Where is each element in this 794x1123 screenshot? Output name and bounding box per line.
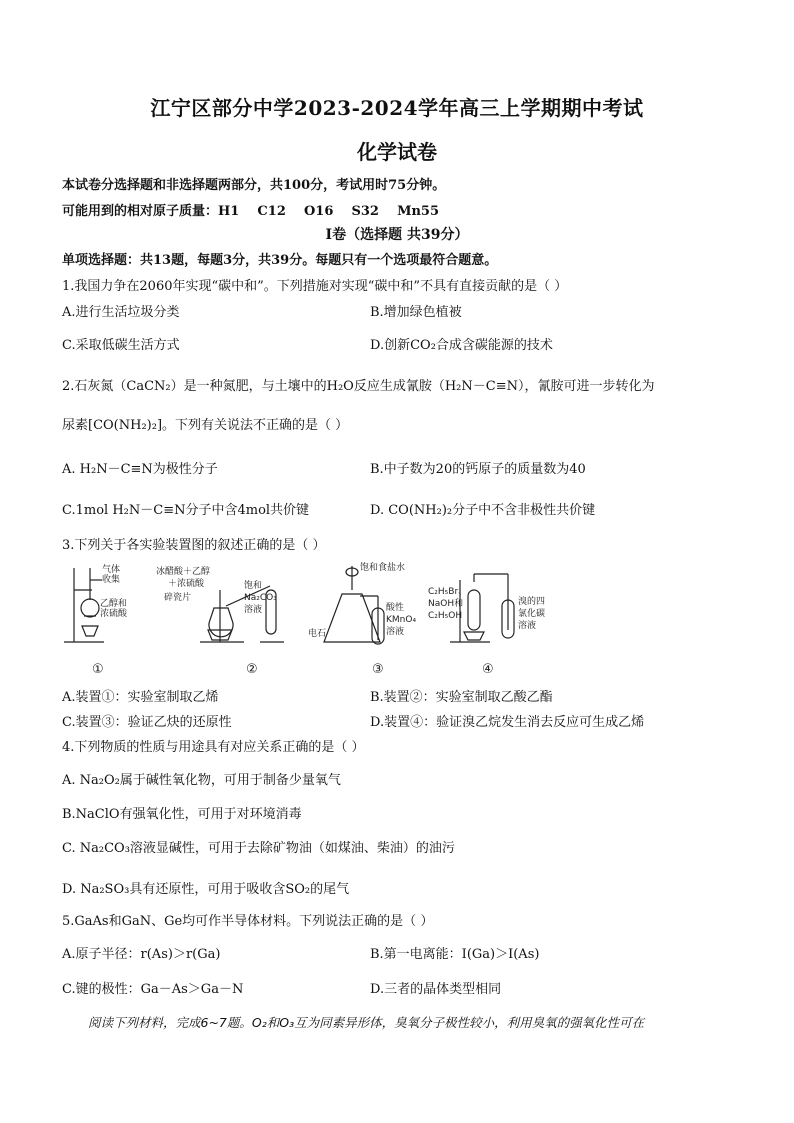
apparatus-3 bbox=[324, 566, 384, 644]
ap4-reagent-label-2: NaOH和 bbox=[428, 599, 464, 609]
q4-option-c: C. Na₂CO₃溶液显碱性，可用于去除矿物油（如煤油、柴油）的油污 bbox=[62, 841, 455, 856]
ap2-saturated-label-2: Na₂CO₃ bbox=[244, 593, 277, 603]
q4-stem: 4.下列物质的性质与用途具有对应关系正确的是（ ） bbox=[62, 740, 365, 755]
q5-option-c: C.键的极性：Ga－As＞Ga－N bbox=[62, 982, 244, 997]
q2-option-a: A. H₂N－C≡N为极性分子 bbox=[62, 462, 218, 477]
ap4-reagent-label-1: C₂H₅Br、 bbox=[428, 587, 468, 597]
ap3-carbide-label: 电石 bbox=[308, 629, 327, 639]
q2-option-d: D. CO(NH₂)₂分子中不含非极性共价键 bbox=[370, 503, 596, 518]
fig-label-1: ① bbox=[92, 662, 104, 677]
exam-subtitle: 化学试卷 bbox=[357, 140, 437, 164]
ap2-saturated-label-3: 溶液 bbox=[244, 605, 263, 615]
q2-stem-line1: 2.石灰氮（CaCN₂）是一种氮肥，与土壤中的H₂O反应生成氰胺（H₂N－C≡N），氰胺可进一步转化为 bbox=[62, 379, 655, 394]
reading-material: 阅读下列材料，完成6~7题。O₂和O₃互为同素异形体，臭氧分子极性较小，利用臭氧的强氧化性可在 bbox=[88, 1015, 645, 1030]
q4-option-a: A. Na₂O₂属于碱性氧化物，可用于制备少量氧气 bbox=[62, 773, 341, 788]
ap4-solution-label-1: 溴的四 bbox=[518, 597, 546, 607]
q1-option-d: D.创新CO₂合成含碳能源的技术 bbox=[370, 338, 553, 353]
q3-apparatus-figure bbox=[60, 560, 740, 680]
ap3-solution-label: 溶液 bbox=[386, 627, 405, 637]
q2-option-c: C.1mol H₂N－C≡N分子中含4mol共价键 bbox=[62, 503, 310, 518]
ap3-brine-label: 饱和食盐水 bbox=[360, 563, 406, 573]
ap2-reagent-line-2: ＋浓硫酸 bbox=[168, 579, 205, 589]
q5-stem: 5.GaAs和GaN、Ge均可作半导体材料。下列说法正确的是（ ） bbox=[62, 914, 434, 929]
fig-label-3: ③ bbox=[372, 662, 384, 677]
exam-intro: 本试卷分选择题和非选择题两部分，共100分，考试用时75分钟。 bbox=[62, 178, 446, 193]
section-instruction: 单项选择题：共13题，每题3分，共39分。每题只有一个选项最符合题意。 bbox=[62, 253, 498, 268]
q3-option-a: A.装置①：实验室制取乙烯 bbox=[62, 690, 219, 705]
q3-option-c: C.装置③：验证乙炔的还原性 bbox=[62, 715, 232, 730]
q5-option-d: D.三者的晶体类型相同 bbox=[370, 982, 502, 997]
q4-option-b: B.NaClO有强氧化性，可用于对环境消毒 bbox=[62, 807, 302, 822]
q3-stem: 3.下列关于各实验装置图的叙述正确的是（ ） bbox=[62, 538, 326, 553]
q5-option-b: B.第一电离能：I(Ga)＞I(As) bbox=[370, 947, 540, 962]
q2-option-b: B.中子数为20的钙原子的质量数为40 bbox=[370, 462, 586, 477]
ap3-kmno4-label: KMnO₄ bbox=[386, 615, 417, 625]
q1-option-c: C.采取低碳生活方式 bbox=[62, 338, 180, 353]
q5-option-a: A.原子半径：r(As)＞r(Ga) bbox=[62, 947, 221, 962]
ap1-collect-label: 收集 bbox=[102, 575, 121, 585]
ap2-saturated-label-1: 饱和 bbox=[244, 581, 263, 591]
apparatus-1 bbox=[64, 568, 104, 642]
q1-option-a: A.进行生活垃圾分类 bbox=[62, 305, 180, 320]
atomic-masses: 可能用到的相对原子质量：H1 C12 O16 S32 Mn55 bbox=[62, 204, 440, 219]
fig-label-4: ④ bbox=[482, 662, 494, 677]
q1-option-b: B.增加绿色植被 bbox=[370, 305, 462, 320]
ap1-reagent-label-2: 浓硫酸 bbox=[100, 609, 128, 619]
ap3-acid-label: 酸性 bbox=[386, 603, 405, 613]
fig-label-2: ② bbox=[246, 662, 258, 677]
q3-option-b: B.装置②：实验室制取乙酸乙酯 bbox=[370, 690, 553, 705]
exam-title: 江宁区部分中学2023-2024学年高三上学期期中考试 bbox=[150, 96, 644, 120]
ap2-reagent-line-1: 冰醋酸＋乙醇 bbox=[156, 567, 211, 577]
ap2-chips-label: 碎瓷片 bbox=[164, 593, 192, 603]
ap4-solution-label-2: 氯化碳 bbox=[518, 609, 546, 619]
ap1-reagent-label-1: 乙醇和 bbox=[100, 599, 128, 609]
ap1-gas-label: 气体 bbox=[102, 565, 121, 575]
ap4-solution-label-3: 溶液 bbox=[518, 621, 537, 631]
q2-stem-line2: 尿素[CO(NH₂)₂]。下列有关说法不正确的是（ ） bbox=[62, 418, 349, 433]
q4-option-d: D. Na₂SO₃具有还原性，可用于吸收含SO₂的尾气 bbox=[62, 882, 350, 897]
section-header: I卷（选择题 共39分） bbox=[325, 227, 469, 243]
ap4-reagent-label-3: C₂H₅OH bbox=[428, 611, 463, 621]
q1-stem: 1.我国力争在2060年实现“碳中和”。下列措施对实现“碳中和”不具有直接贡献的是（ ） bbox=[62, 279, 568, 294]
q3-option-d: D.装置④：验证溴乙烷发生消去反应可生成乙烯 bbox=[370, 715, 645, 730]
